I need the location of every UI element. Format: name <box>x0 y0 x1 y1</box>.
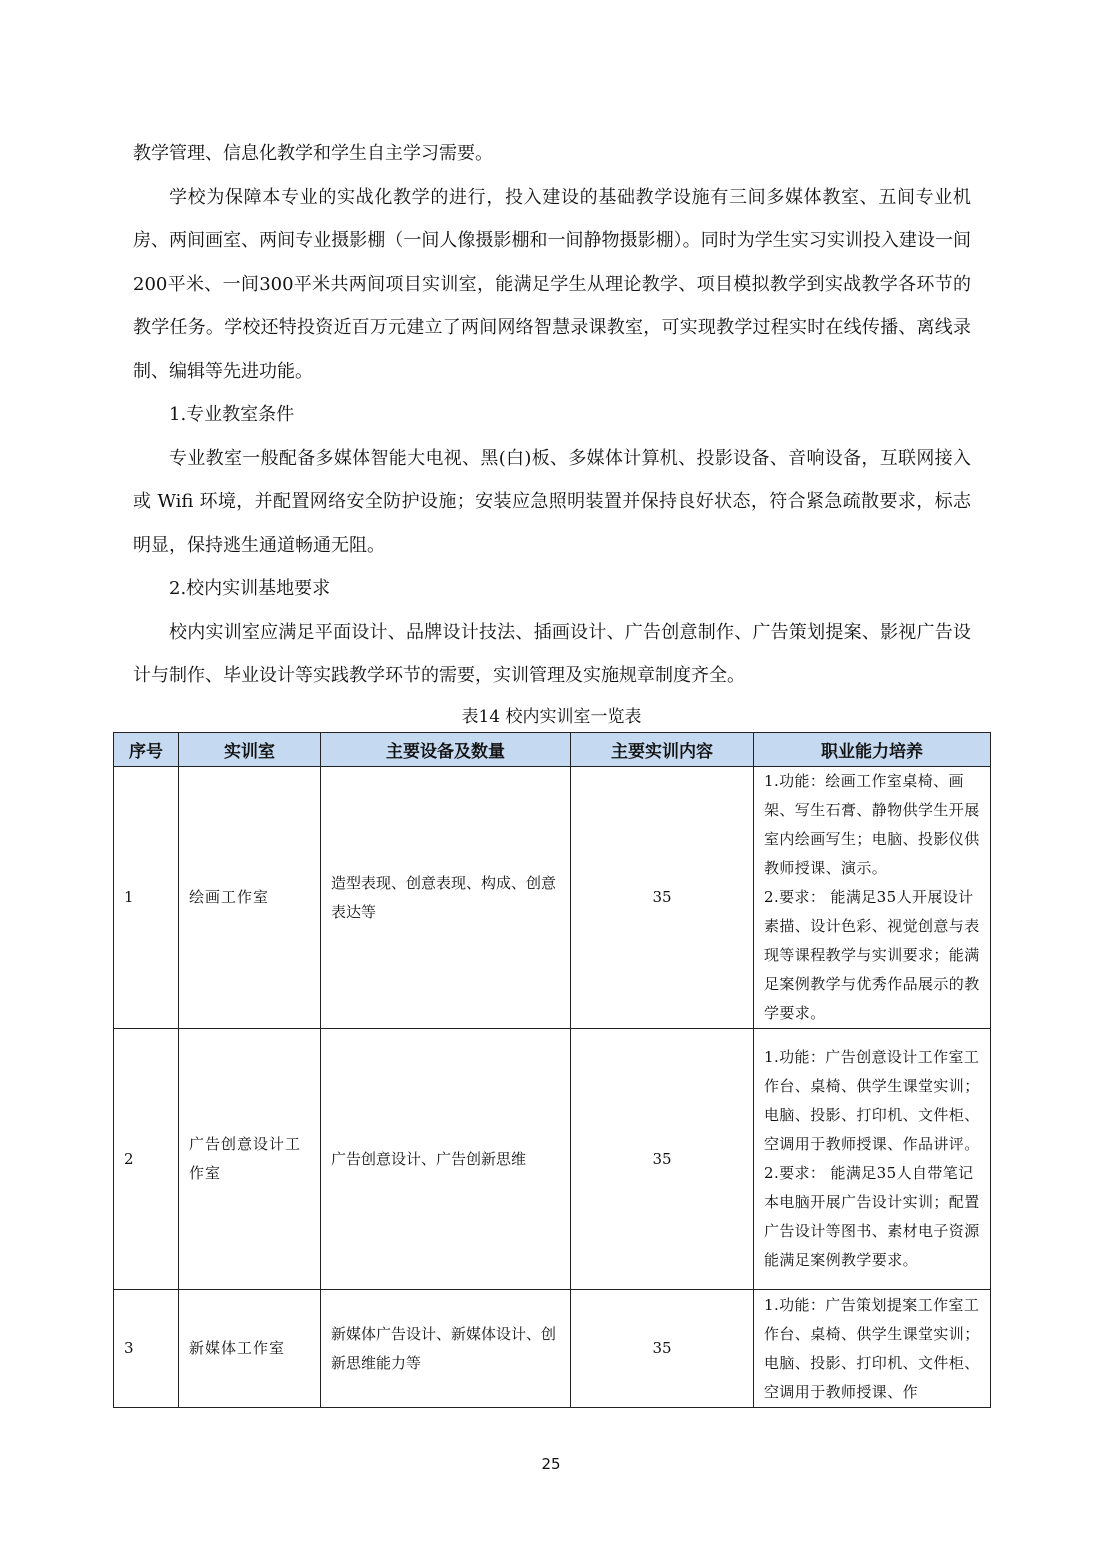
table-row <box>114 1290 991 1408</box>
header-content: 主要实训内容 <box>571 733 754 767</box>
ability-function: 1.功能：广告创意设计工作室工作台、桌椅、供学生课堂实训；电脑、投影、打印机、文件柜、空调用于教师授课、作品讲评。 <box>764 1048 980 1153</box>
cell-no: 1 <box>114 767 179 1029</box>
ability-function: 1.功能：绘画工作室桌椅、画架、写生石膏、静物供学生开展室内绘画写生；电脑、投影仪供教师授课、演示。 <box>764 772 980 877</box>
paragraph: 学校为保障本专业的实战化教学的进行，投入建设的基础教学设施有三间多媒体教室、五间专业机房、两间画室、两间专业摄影棚（一间人像摄影棚和一间静物摄影棚）。同时为学生实习实训投入建设一间200平米、一间300平米共两间项目实训室，能满足学生从理论教学、项目模拟教学到实战教学各环节的教学任务。学校还特投资近百万元建立了两间网络智慧录课教室，可实现教学过程实时在线传播、离线录制、编辑等先进功能。 <box>133 186 971 382</box>
cell-room: 广告创意设计工作室 <box>179 1029 321 1290</box>
cell-ability <box>754 1029 991 1290</box>
page-number: 25 <box>541 1455 561 1473</box>
header-ability: 职业能力培养 <box>754 733 991 767</box>
section-heading: 2.校内实训基地要求 <box>169 578 331 599</box>
cell-ability <box>754 767 991 1029</box>
body-text <box>133 132 971 698</box>
cell-no: 2 <box>114 1029 179 1290</box>
table-caption: 表14 校内实训室一览表 <box>461 707 642 727</box>
ability-requirement: 2.要求： 能满足35人自带笔记本电脑开展广告设计实训；配置广告设计等图书、素材电子资源能满足案例教学要求。 <box>764 1164 980 1269</box>
paragraph: 校内实训室应满足平面设计、品牌设计技法、插画设计、广告创意制作、广告策划提案、影视广告设计与制作、毕业设计等实践教学环节的需要，实训管理及实施规章制度齐全。 <box>133 621 971 686</box>
table-row <box>114 1029 991 1290</box>
header-equipment: 主要设备及数量 <box>321 733 571 767</box>
cell-equipment: 广告创意设计、广告创新思维 <box>321 1029 571 1290</box>
table-row <box>114 767 991 1029</box>
cell-content: 35 <box>571 767 754 1029</box>
paragraph: 教学管理、信息化教学和学生自主学习需要。 <box>133 143 493 164</box>
header-no: 序号 <box>114 733 179 767</box>
cell-no: 3 <box>114 1290 179 1408</box>
cell-room: 新媒体工作室 <box>179 1290 321 1408</box>
training-rooms-table <box>113 732 991 1408</box>
cell-ability <box>754 1290 991 1408</box>
cell-content: 35 <box>571 1029 754 1290</box>
paragraph: 专业教室一般配备多媒体智能大电视、黑(白)板、多媒体计算机、投影设备、音响设备，互联网接入或 Wifi 环境，并配置网络安全防护设施；安装应急照明装置并保持良好状态，符合紧急疏散要求，标志明显，保持逃生通道畅通无阻。 <box>133 447 971 556</box>
header-room: 实训室 <box>179 733 321 767</box>
ability-function: 1.功能：广告策划提案工作室工作台、桌椅、供学生课堂实训；电脑、投影、打印机、文件柜、空调用于教师授课、作 <box>764 1295 980 1401</box>
cell-content: 35 <box>571 1290 754 1408</box>
section-heading: 1.专业教室条件 <box>169 404 295 425</box>
ability-requirement: 2.要求： 能满足35人开展设计素描、设计色彩、视觉创意与表现等课程教学与实训要求；能满足案例教学与优秀作品展示的教学要求。 <box>764 888 980 1022</box>
table-header-row <box>114 733 991 767</box>
cell-equipment: 造型表现、创意表现、构成、创意表达等 <box>321 767 571 1029</box>
cell-room: 绘画工作室 <box>179 767 321 1029</box>
cell-equipment: 新媒体广告设计、新媒体设计、创新思维能力等 <box>321 1290 571 1408</box>
